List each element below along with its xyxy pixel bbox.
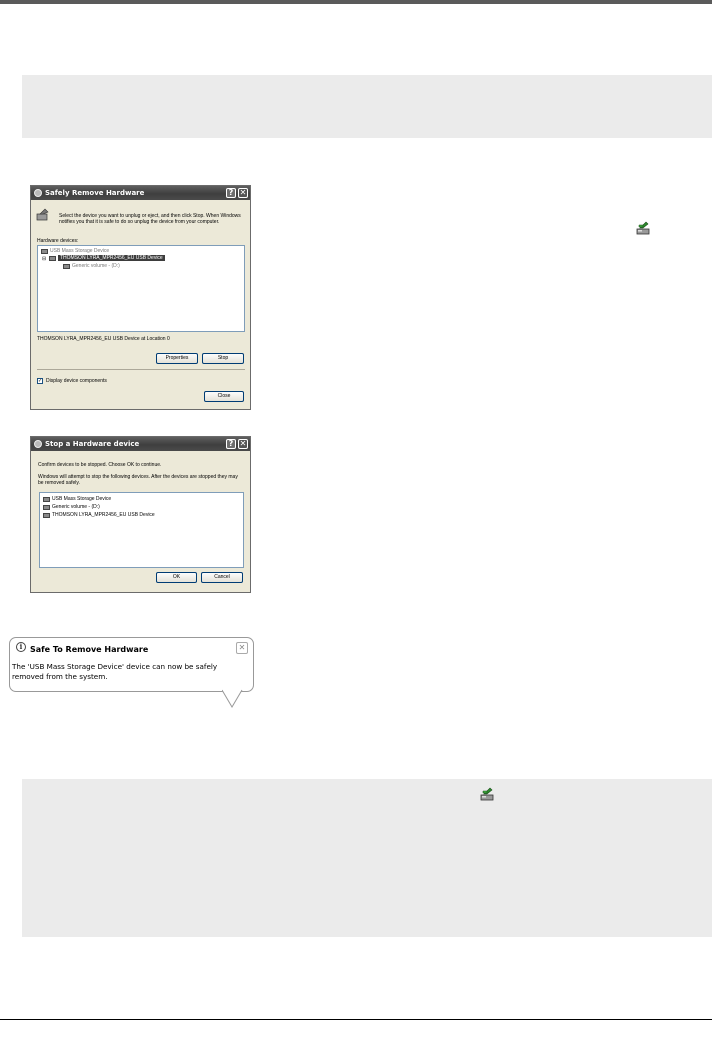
- usb-device-icon: [43, 497, 50, 502]
- player-device-icon: [49, 256, 56, 261]
- safely-remove-hardware-dialog: [30, 185, 251, 410]
- device-status-text: THOMSON LYRA_MPR2456_EU USB Device at Location 0: [37, 336, 170, 342]
- dialog-title: Stop a Hardware device: [45, 440, 140, 448]
- confirm-text: Confirm devices to be stopped. Choose OK to continue.: [38, 462, 162, 468]
- player-device-icon: [43, 513, 50, 518]
- tree-collapse-icon[interactable]: ⊟: [42, 256, 47, 262]
- balloon-tail: [222, 689, 246, 709]
- devices-to-stop-list: [39, 492, 244, 568]
- ok-button[interactable]: OK: [156, 572, 197, 583]
- display-components-checkbox[interactable]: ✓: [38, 378, 43, 384]
- hardware-icon: [36, 208, 50, 222]
- device-item-usb-mass-storage[interactable]: USB Mass Storage Device: [50, 248, 110, 254]
- volume-icon: [43, 505, 50, 510]
- balloon-message: The 'USB Mass Storage Device' device can now be safely removed from the system.: [12, 662, 218, 681]
- device-item-generic-volume[interactable]: Generic volume - (D:): [72, 263, 120, 269]
- dialog-app-icon: [34, 440, 42, 448]
- cancel-button[interactable]: Cancel: [201, 572, 243, 583]
- close-button[interactable]: Close: [204, 391, 244, 402]
- balloon-close-icon[interactable]: ✕: [236, 642, 248, 654]
- stop-item-thomson: THOMSON LYRA_MPR2456_EU USB Device: [52, 512, 155, 518]
- stop-button[interactable]: Stop: [202, 353, 244, 364]
- hardware-devices-label: Hardware devices:: [37, 238, 79, 244]
- close-window-button[interactable]: ✕: [239, 439, 247, 448]
- instruction-text: Select the device you want to unplug or eject, and then click Stop. When Windows notifies you that it is safe to do so unplug the device from your computer.: [59, 213, 241, 225]
- top-note-box: [22, 75, 712, 138]
- bottom-note-box: [22, 779, 712, 937]
- balloon-title: Safe To Remove Hardware: [30, 645, 149, 654]
- close-window-button[interactable]: ✕: [239, 188, 247, 197]
- page-top-rule: [0, 0, 712, 4]
- stop-hardware-device-dialog: [30, 436, 251, 593]
- help-button[interactable]: ?: [226, 439, 236, 449]
- volume-icon: [63, 264, 70, 269]
- stop-item-generic-volume: Generic volume - (D:): [52, 504, 100, 510]
- page-bottom-rule: [0, 1019, 712, 1020]
- safely-remove-hardware-icon: [635, 220, 651, 236]
- properties-button[interactable]: Properties: [156, 353, 198, 364]
- hardware-devices-list[interactable]: [37, 245, 245, 332]
- dialog-title: Safely Remove Hardware: [45, 189, 145, 197]
- display-components-label: Display device components: [46, 378, 107, 384]
- info-icon: i: [16, 642, 26, 652]
- device-item-thomson-selected[interactable]: THOMSON LYRA_MPR2456_EU USB Device: [60, 255, 163, 261]
- help-button[interactable]: ?: [226, 188, 236, 198]
- usb-device-icon: [41, 249, 48, 254]
- dialog-app-icon: [34, 189, 42, 197]
- stop-item-usb-mass-storage: USB Mass Storage Device: [52, 496, 112, 502]
- notice-text: Windows will attempt to stop the following devices. After the devices are stopped they may be removed safely.: [38, 474, 238, 486]
- safely-remove-hardware-icon: [479, 786, 495, 802]
- dialog-titlebar: [31, 186, 250, 200]
- dialog-titlebar: [31, 437, 250, 451]
- dialog-divider: [37, 369, 245, 370]
